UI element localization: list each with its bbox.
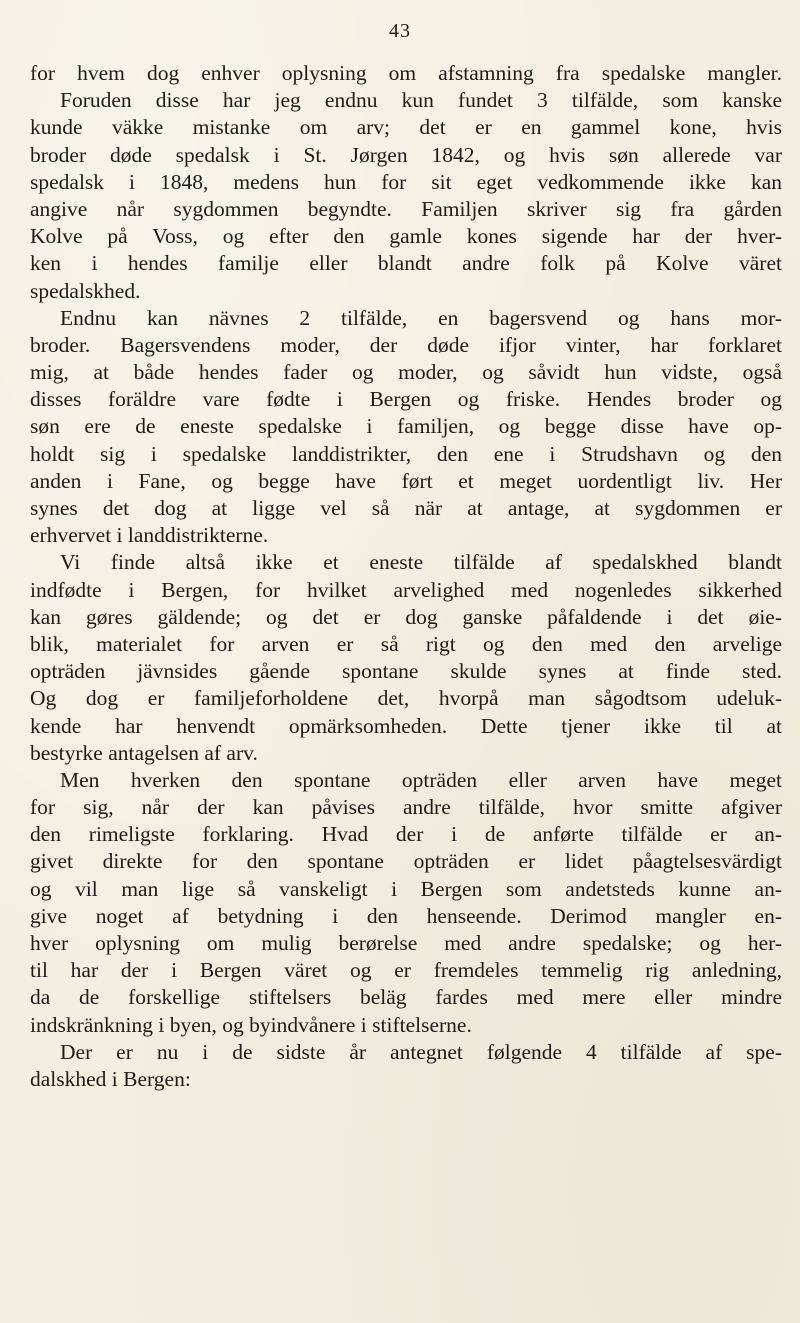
text-line: indskränkning i byen, og byindvånere i stiftelserne. bbox=[30, 1012, 472, 1037]
text-line: broder. Bagersvendens moder, der døde ifjor vinter, har forklaret bbox=[30, 332, 782, 357]
text-line: da de forskellige stiftelsers beläg fardes med mere eller mindre bbox=[30, 985, 782, 1010]
text-line: Men hverken den spontane opträden eller arven have meget bbox=[60, 767, 782, 792]
text-line: anden i Fane, og begge have ført et meget uordentligt liv. Her bbox=[30, 468, 782, 493]
text-line: give noget af betydning i den henseende. Derimod mangler en- bbox=[30, 903, 782, 928]
text-line: disses foräldre vare fødte i Bergen og friske. Hendes broder og bbox=[30, 387, 782, 412]
text-line: til har der i Bergen väret og er fremdeles temmelig rig anledning, bbox=[30, 958, 782, 983]
text-line: opträden jävnsides gående spontane skulde synes at finde sted. bbox=[30, 659, 782, 684]
text-line: broder døde spedalsk i St. Jørgen 1842, og hvis søn allerede var bbox=[30, 142, 782, 167]
text-line: kende har henvendt opmärksomheden. Dette tjener ikke til at bbox=[30, 713, 782, 738]
text-line: blik, materialet for arven er så rigt og den med den arvelige bbox=[30, 631, 782, 656]
text-line: bestyrke antagelsen af arv. bbox=[30, 740, 258, 765]
body-text bbox=[30, 60, 782, 1093]
text-line: hver oplysning om mulig berørelse med andre spedalske; og her- bbox=[30, 931, 782, 955]
text-line: for sig, når der kan påvises andre tilfälde, hvor smitte afgiver bbox=[30, 795, 782, 820]
text-line: angive når sygdommen begyndte. Familjen skriver sig fra gården bbox=[30, 196, 782, 221]
text-line: synes det dog at ligge vel så när at antage, at sygdommen er bbox=[30, 496, 782, 520]
text-line: mig, at både hendes fader og moder, og såvidt hun vidste, også bbox=[30, 360, 782, 385]
text-line: ken i hendes familje eller blandt andre folk på Kolve väret bbox=[30, 251, 782, 276]
text-line: erhvervet i landdistrikterne. bbox=[30, 523, 269, 548]
text-line: Der er nu i de sidste år antegnet følgende 4 tilfälde af spe- bbox=[60, 1039, 782, 1064]
text-line: for hvem dog enhver oplysning om afstamning fra spedalske mangler. bbox=[30, 61, 782, 85]
text-line: indfødte i Bergen, for hvilket arvelighed med nogenledes sikkerhed bbox=[30, 577, 782, 602]
text-line: søn ere de eneste spedalske i familjen, og begge disse have op- bbox=[30, 414, 782, 439]
text-line: givet direkte for den spontane opträden er lidet påagtelsesvärdigt bbox=[30, 849, 782, 874]
text-line: Endnu kan nävnes 2 tilfälde, en bagersvend og hans mor- bbox=[60, 305, 782, 330]
text-line: kunde väkke mistanke om arv; det er en gammel kone, hvis bbox=[30, 115, 782, 140]
text-line: spedalskhed. bbox=[30, 278, 141, 303]
text-line: spedalsk i 1848, medens hun for sit eget vedkommende ikke kan bbox=[30, 169, 782, 194]
text-line: og vil man lige så vanskeligt i Bergen som andetsteds kunne an- bbox=[30, 876, 782, 901]
text-line: Og dog er familjeforholdene det, hvorpå man sågodtsom udeluk- bbox=[30, 686, 782, 711]
text-line: Vi finde altså ikke et eneste tilfälde af spedalskhed blandt bbox=[60, 550, 782, 575]
text-line: Kolve på Voss, og efter den gamle kones sigende har der hver- bbox=[30, 224, 782, 249]
text-line: holdt sig i spedalske landdistrikter, den ene i Strudshavn og den bbox=[30, 441, 782, 466]
page-number: 43 bbox=[389, 20, 411, 42]
text-line: dalskhed i Bergen: bbox=[30, 1066, 191, 1091]
text-line: den rimeligste forklaring. Hvad der i de anførte tilfälde er an- bbox=[30, 822, 782, 847]
text-line: kan gøres gäldende; og det er dog ganske påfaldende i det øie- bbox=[30, 604, 782, 629]
text-line: Foruden disse har jeg endnu kun fundet 3 tilfälde, som kanske bbox=[60, 88, 782, 113]
